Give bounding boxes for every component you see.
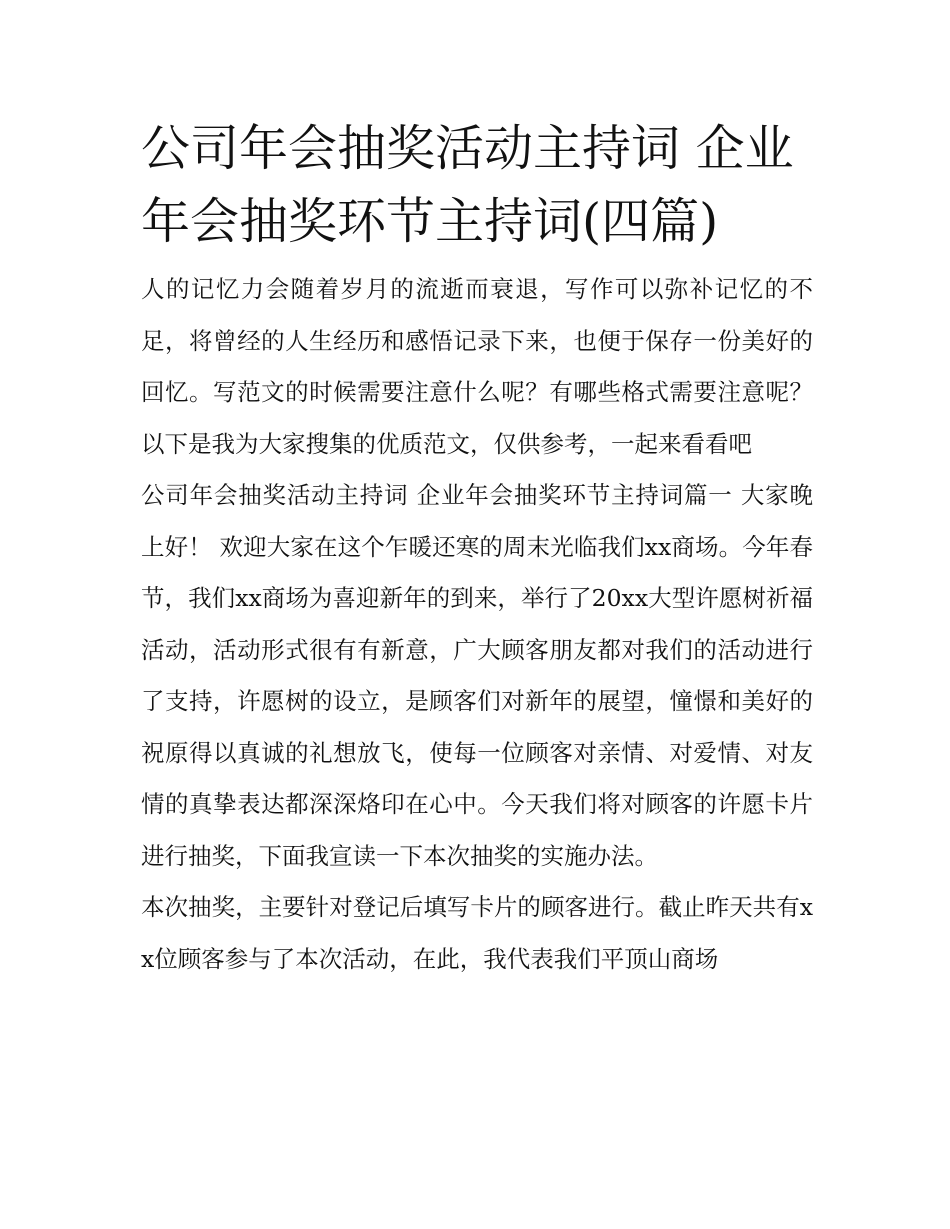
body-paragraph-2: 本次抽奖，主要针对登记后填写卡片的顾客进行。截止昨天共有xx位顾客参与了本次活动，在此，我代表我们平顶山商场 [141,893,813,973]
document-page [141,112,813,985]
body-paragraph-1: 公司年会抽奖活动主持词 企业年会抽奖环节主持词篇一 大家晚上好！ 欢迎大家在这个乍暖还寒的周末光临我们xx商场。今年春节，我们xx商场为喜迎新年的到来，举行了20xx大型许愿树祈福活动，活动形式很有有新意，广大顾客朋友都对我们的活动进行了支持，许愿树的设立，是顾客们对新年的展望，憧憬和美好的祝原得以真诚的礼想放飞，使每一位顾客对亲情、对爱情、对友情的真挚表达都深深烙印在心中。今天我们将对顾客的许愿卡片进行抽奖，下面我宣读一下本次抽奖的实施办法。 [141,481,813,870]
document-title: 公司年会抽奖活动主持词 企业年会抽奖环节主持词(四篇) [141,120,794,250]
intro-paragraph: 人的记忆力会随着岁月的流逝而衰退，写作可以弥补记忆的不足，将曾经的人生经历和感悟记录下来，也便于保存一份美好的回忆。写范文的时候需要注意什么呢？有哪些格式需要注意呢？以下是我为大家搜集的优质范文，仅供参考，一起来看看吧 [141,275,813,458]
